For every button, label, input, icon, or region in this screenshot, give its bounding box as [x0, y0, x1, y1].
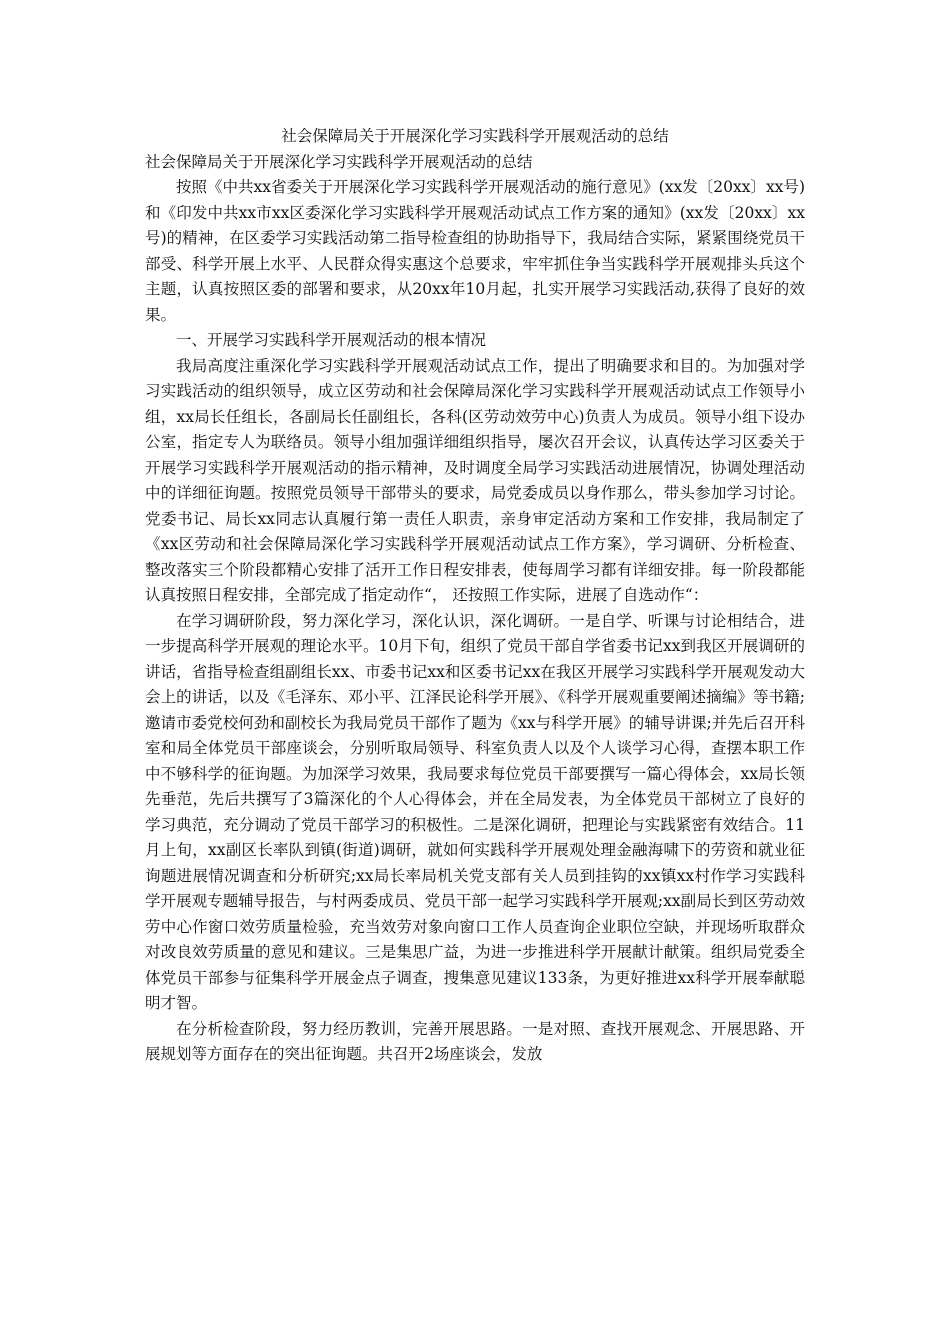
document-page: [145, 124, 805, 1068]
paragraph-analysis-check: 在分析检查阶段，努力经历教训，完善开展思路。一是对照、查找开展观念、开展思路、开展规划等方面存在的突出征询题。共召开2场座谈会，发放: [145, 1019, 805, 1063]
section-heading-basic-situation: 一、开展学习实践科学开展观活动的根本情况: [176, 331, 487, 349]
document-title: 社会保障局关于开展深化学习实践科学开展观活动的总结: [281, 127, 669, 145]
paragraph-study-research: 在学习调研阶段，努力深化学习，深化认识，深化调研。一是自学、听课与讨论相结合，进一步提高科学开展观的理论水平。10月下旬，组织了党员干部自学省委书记xx到我区开展调研的讲话，省指导检查组副组长xx、市委书记xx和区委书记xx在我区开展学习实践科学开展观发动大会上的讲话，以及《毛泽东、邓小平、江泽民论科学开展》、《科学开展观重要阐述摘编》等书籍;邀请市委党校何劲和副校长为我局党员干部作了题为《xx与科学开展》的辅导讲课;并先后召开科室和局全体党员干部座谈会，分别听取局领导、科室负责人以及个人谈学习心得，查摆本职工作中不够科学的征询题。为加深学习效果，我局要求每位党员干部要撰写一篇心得体会，xx局长领先垂范，先后共撰写了3篇深化的个人心得体会，并在全局发表，为全体党员干部树立了良好的学习典范，充分调动了党员干部学习的积极性。二是深化调研，把理论与实践紧密有效结合。11月上旬，xx副区长率队到镇(街道)调研，就如何实践科学开展观处理金融海啸下的劳资和就业征询题进展情况调查和分析研究;xx局长率局机关党支部有关人员到挂钩的xx镇xx村作学习实践科学开展观专题辅导报告，与村两委成员、党员干部一起学习实践科学开展观;xx副局长到区劳动效劳中心作窗口效劳质量检验，充当效劳对象向窗口工作人员查询企业职位空缺，并现场听取群众对改良效劳质量的意见和建议。三是集思广益，为进一步推进科学开展献计献策。组织局党委全体党员干部参与征集科学开展金点子调查，搜集意见建议133条，为更好推进xx科学开展奉献聪明才智。: [145, 611, 805, 1012]
paragraph-intro: 按照《中共xx省委关于开展深化学习实践科学开展观活动的施行意见》(xx发〔20xx〕xx号)和《印发中共xx市xx区委深化学习实践科学开展观活动试点工作方案的通知》(xx发〔20xx〕xx号)的精神，在区委学习实践活动第二指导检查组的协助指导下，我局结合实际，紧紧围绕党员干部受、科学开展上水平、人民群众得实惠这个总要求，牢牢抓住争当实践科学开展观排头兵这个主题，认真按照区委的部署和要求，从20xx年10月起，扎实开展学习实践活动,获得了良好的效果。: [145, 178, 805, 324]
paragraph-organization: 我局高度注重深化学习实践科学开展观活动试点工作，提出了明确要求和目的。为加强对学习实践活动的组织领导，成立区劳动和社会保障局深化学习实践科学开展观活动试点工作领导小组，xx局长任组长，各副局长任副组长，各科(区劳动效劳中心)负责人为成员。领导小组下设办公室，指定专人为联络员。领导小组加强详细组织指导，屡次召开会议，认真传达学习区委关于开展学习实践科学开展观活动的指示精神，及时调度全局学习实践活动进展情况，协调处理活动中的详细征询题。按照党员领导干部带头的要求，局党委成员以身作那么，带头参加学习讨论。党委书记、局长xx同志认真履行第一责任人职责，亲身审定活动方案和工作安排，我局制定了《xx区劳动和社会保障局深化学习实践科学开展观活动试点工作方案》，学习调研、分析检查、整改落实三个阶段都精心安排了活开工作日程安排表，使每周学习都有详细安排。每一阶段都能认真按照日程安排，全部完成了指定动作“， 还按照工作实际，进展了自选动作“：: [145, 356, 805, 604]
document-subtitle: 社会保障局关于开展深化学习实践科学开展观活动的总结: [145, 152, 533, 171]
